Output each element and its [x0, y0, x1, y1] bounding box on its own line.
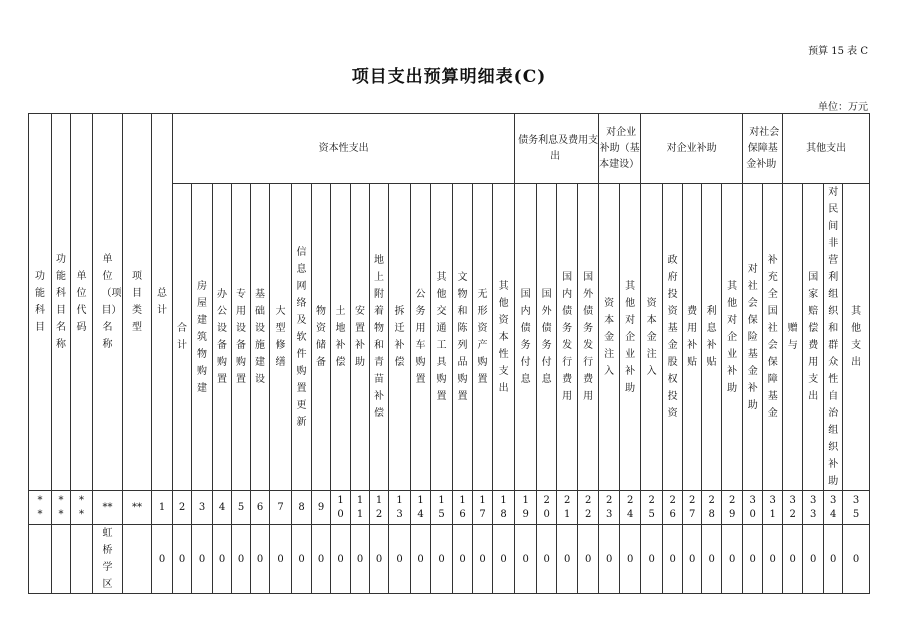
data-value-cell: 0 [213, 525, 232, 594]
code-row [29, 491, 870, 525]
subheader-cell [599, 184, 620, 491]
data-value-cell: 0 [743, 525, 763, 594]
header-func-subject: 功能科目 [35, 271, 45, 333]
code-number: 28 [708, 494, 715, 520]
code-number: 8 [298, 502, 305, 513]
code-number: 19 [522, 494, 529, 520]
data-value-cell: 0 [641, 525, 663, 594]
subheader-label: 利息补贴 [706, 306, 717, 368]
subheader-label: 政府投资基金股权投资 [667, 255, 678, 419]
code-number: 20 [543, 494, 550, 520]
code-number-cell [370, 491, 389, 525]
code-cell: ** [79, 494, 84, 520]
subheader-cell [722, 184, 743, 491]
subheader-label: 无形资产购置 [477, 289, 488, 385]
code-number: 31 [769, 494, 776, 520]
header-unit-code: 单位代码 [76, 271, 87, 333]
data-value-cell: 0 [537, 525, 557, 594]
code-number-cell [557, 491, 578, 525]
subheader-label: 信息网络及软件购置更新 [296, 246, 307, 428]
data-value-cell: 0 [453, 525, 473, 594]
data-value-cell: 0 [292, 525, 312, 594]
header-unit-name: 单位（项目）名称 [101, 254, 122, 350]
code-number: 21 [563, 494, 571, 520]
unit-label: 单位：万元 [818, 102, 868, 113]
data-value-cell: 0 [702, 525, 722, 594]
code-number: 35 [852, 494, 860, 520]
code-number-cell [537, 491, 557, 525]
data-project-type [123, 525, 152, 594]
subheader-cell [292, 184, 312, 491]
data-value-cell: 0 [152, 525, 173, 594]
group-enterprise-base: 对企业补助（基本建设） [599, 126, 640, 170]
code-number: 17 [479, 494, 486, 520]
data-value-cell: 0 [251, 525, 270, 594]
code-number: 30 [749, 494, 756, 520]
subheader-cell [251, 184, 270, 491]
code-number: 22 [584, 494, 592, 520]
code-number: 5 [237, 502, 245, 513]
data-value-cell: 0 [232, 525, 251, 594]
subheader-cell [663, 184, 683, 491]
code-number-cell [312, 491, 331, 525]
code-number-cell [843, 491, 870, 525]
subheader-cell [620, 184, 641, 491]
subheader-cell [331, 184, 351, 491]
subheader-cell [803, 184, 824, 491]
data-unit-code [71, 525, 93, 594]
subheader-label: 地上附着物和青苗补偿 [374, 255, 384, 419]
subheader-cell [232, 184, 251, 491]
subheader-cell [763, 184, 783, 491]
subheader-label: 国外债务付息 [541, 289, 552, 385]
subheader-cell [515, 184, 537, 491]
subheader-label: 国内债务发行费用 [562, 272, 573, 402]
subheader-label: 资本金注入 [646, 297, 657, 377]
subheader-label: 补充全国社会保障基金 [767, 255, 778, 419]
code-number-cell [152, 491, 173, 525]
code-number-cell [351, 491, 370, 525]
subheader-cell [312, 184, 331, 491]
code-number-cell [292, 491, 312, 525]
subheader-label: 资本金注入 [604, 297, 615, 377]
data-value-cell: 0 [411, 525, 431, 594]
data-value-cell: 0 [431, 525, 453, 594]
data-row [29, 525, 870, 594]
code-number: 9 [317, 502, 325, 513]
subheader-label: 土地补偿 [335, 306, 346, 368]
data-value-cell: 0 [173, 525, 192, 594]
code-number-cell [578, 491, 599, 525]
code-number-cell [763, 491, 783, 525]
subheader-cell [431, 184, 453, 491]
data-value-cell: 0 [312, 525, 331, 594]
subheader-label: 专用设备购置 [236, 289, 246, 385]
subheader-cell [351, 184, 370, 491]
subheader-label: 文物和陈列品购置 [457, 272, 468, 402]
subheader-label: 房屋建筑物购建 [197, 280, 207, 394]
code-cell: ** [102, 502, 113, 513]
code-number-cell [783, 491, 803, 525]
subheader-label: 其他资本性支出 [498, 280, 509, 394]
code-cell: ** [58, 494, 64, 520]
code-number: 27 [688, 494, 696, 520]
code-number: 29 [728, 494, 736, 520]
subheader-cell [453, 184, 473, 491]
subheader-label: 其他对企业补助 [727, 280, 738, 394]
subheader-cell [473, 184, 493, 491]
subheader-label: 合计 [177, 323, 187, 351]
code-number: 11 [356, 494, 364, 520]
header-project-type: 项目类型 [132, 271, 142, 333]
data-value-cell: 0 [370, 525, 389, 594]
group-other: 其他支出 [806, 142, 847, 154]
data-func-subject-name [52, 525, 71, 594]
data-value-cell: 0 [351, 525, 370, 594]
code-number-cell [389, 491, 411, 525]
page-title: 项目支出预算明细表(C) [351, 67, 547, 87]
data-value-cell: 0 [515, 525, 537, 594]
subheader-label: 大型修缮 [275, 306, 286, 368]
subheader-cell [537, 184, 557, 491]
budget-table [28, 113, 870, 590]
subheader-cell [702, 184, 722, 491]
subheader-label: 基础设施建设 [255, 289, 265, 385]
header-total: 总计 [157, 288, 167, 316]
code-number: 24 [626, 494, 634, 520]
code-number: 4 [218, 502, 226, 513]
subheader-label: 对社会保险基金补助 [747, 263, 758, 411]
code-number-cell [493, 491, 515, 525]
data-value-cell: 0 [683, 525, 702, 594]
subheader-label: 安置补助 [355, 306, 365, 368]
data-func-subject [29, 525, 52, 594]
data-value-cell: 0 [557, 525, 578, 594]
code-number: 12 [375, 494, 383, 520]
subheader-cell [173, 184, 192, 491]
code-number: 2 [178, 502, 186, 513]
code-number: 7 [277, 502, 284, 513]
code-number-cell [270, 491, 292, 525]
data-value-cell: 0 [663, 525, 683, 594]
subheader-label: 费用补贴 [687, 306, 698, 368]
code-number-cell [251, 491, 270, 525]
subheader-cell [557, 184, 578, 491]
subheader-label: 对民间非营利组织和群众性自治组织补助 [828, 187, 839, 487]
data-value-cell: 0 [620, 525, 641, 594]
data-value-cell: 0 [599, 525, 620, 594]
subheader-cell [783, 184, 803, 491]
data-value-cell: 0 [270, 525, 292, 594]
data-value-cell: 0 [783, 525, 803, 594]
subheader-cell [843, 184, 870, 491]
data-value-cell: 0 [763, 525, 783, 594]
header-func-subject-name: 功能科目名称 [56, 254, 66, 350]
subheader-cell [389, 184, 411, 491]
subheader-cell [493, 184, 515, 491]
data-value-cell: 0 [578, 525, 599, 594]
subheader-cell [192, 184, 213, 491]
subheader-label: 国家赔偿费用支出 [808, 272, 819, 402]
code-number: 34 [830, 494, 837, 520]
subheader-label: 国内债务付息 [520, 289, 531, 385]
subheader-label: 物资储备 [316, 306, 326, 368]
subheader-cell [824, 184, 843, 491]
code-number-cell [743, 491, 763, 525]
code-number: 1 [158, 502, 166, 513]
data-value-cell: 0 [803, 525, 824, 594]
subheader-label: 拆迁补偿 [394, 306, 405, 368]
code-number: 13 [396, 494, 403, 520]
group-capital: 资本性支出 [318, 142, 369, 154]
data-value-cell: 0 [192, 525, 213, 594]
code-number: 33 [810, 494, 817, 520]
subheader-label: 其他交通工具购置 [436, 272, 447, 402]
code-number-cell [411, 491, 431, 525]
code-number-cell [192, 491, 213, 525]
header-row-groups [29, 114, 870, 184]
code-number: 14 [417, 494, 424, 520]
subheader-cell [411, 184, 431, 491]
code-number-cell [824, 491, 843, 525]
code-number: 25 [648, 494, 655, 520]
code-number-cell [641, 491, 663, 525]
code-number-cell [599, 491, 620, 525]
code-number: 6 [256, 502, 264, 513]
subheader-label: 赠与 [787, 323, 798, 351]
code-number: 15 [438, 494, 445, 520]
code-number-cell [702, 491, 722, 525]
subheader-cell [743, 184, 763, 491]
code-number: 10 [337, 494, 344, 520]
subheader-cell [370, 184, 389, 491]
data-value-cell: 0 [824, 525, 843, 594]
subheader-cell [213, 184, 232, 491]
group-social: 对社会保障基金补助 [746, 126, 780, 170]
code-number-cell [515, 491, 537, 525]
subheader-cell [270, 184, 292, 491]
code-number-cell [173, 491, 192, 525]
code-number-cell [473, 491, 493, 525]
subheader-cell [641, 184, 663, 491]
subheader-label: 办公设备购置 [217, 289, 227, 385]
code-number-cell [722, 491, 743, 525]
code-number-cell [683, 491, 702, 525]
group-enterprise: 对企业补助 [666, 142, 717, 154]
code-number: 23 [605, 494, 613, 520]
code-number: 32 [789, 494, 796, 520]
data-value-cell: 0 [722, 525, 743, 594]
code-number: 18 [500, 494, 507, 520]
code-number-cell [620, 491, 641, 525]
subheader-label: 公务用车购置 [415, 289, 426, 385]
data-unit-name: 虹桥学区 [102, 528, 113, 590]
code-number-cell [453, 491, 473, 525]
data-value-cell: 0 [389, 525, 411, 594]
data-value-cell: 0 [331, 525, 351, 594]
subheader-label: 其他支出 [851, 306, 862, 368]
subheader-label: 其他对企业补助 [625, 280, 636, 394]
data-value-cell: 0 [843, 525, 870, 594]
form-number: 预算 15 表 C [808, 46, 868, 57]
group-debt: 债务利息及费用支出 [518, 134, 599, 162]
code-number: 16 [459, 494, 466, 520]
code-number-cell [232, 491, 251, 525]
data-value-cell: 0 [493, 525, 515, 594]
code-number-cell [213, 491, 232, 525]
code-number-cell [803, 491, 824, 525]
code-number-cell [431, 491, 453, 525]
code-number: 3 [198, 502, 206, 513]
code-number-cell [331, 491, 351, 525]
subheader-cell [683, 184, 702, 491]
code-number-cell [663, 491, 683, 525]
code-cell: ** [132, 502, 142, 513]
code-number: 26 [669, 494, 676, 520]
subheader-cell [578, 184, 599, 491]
code-cell: ** [37, 494, 43, 520]
subheader-label: 国外债务发行费用 [583, 272, 594, 402]
data-value-cell: 0 [473, 525, 493, 594]
